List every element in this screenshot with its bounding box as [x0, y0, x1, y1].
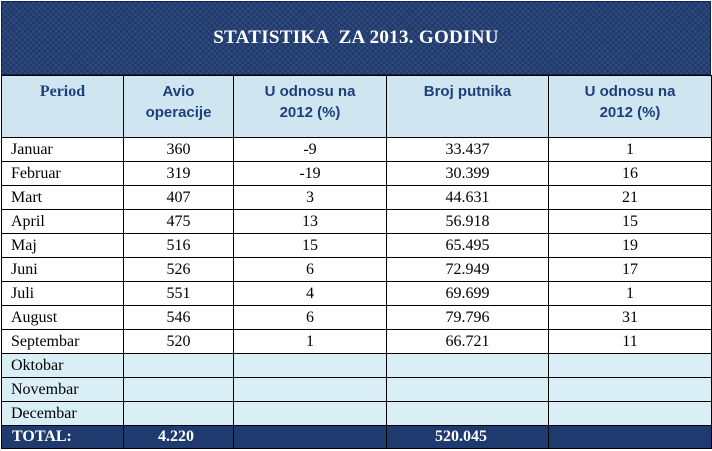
- title-bar: [1, 1, 711, 75]
- header-row: [2, 76, 712, 138]
- table-title: STATISTIKA ZA 2013. GODINU: [213, 27, 499, 48]
- operations-change-cell: 6: [234, 306, 387, 330]
- passengers-change-cell: 16: [549, 162, 712, 186]
- operations-change-cell: 3: [234, 186, 387, 210]
- operations-change-cell: 1: [234, 330, 387, 354]
- header-period-label: Period: [39, 83, 86, 100]
- month-cell: Juli: [2, 282, 124, 306]
- operations-cell: [124, 402, 234, 426]
- header-operations-line1: Avio: [162, 83, 195, 100]
- total-empty-cell: [549, 426, 712, 449]
- table-row: [2, 354, 712, 378]
- header-passengers: [387, 76, 549, 138]
- month-cell: Maj: [2, 234, 124, 258]
- passengers-change-cell: [549, 402, 712, 426]
- header-passengers-change: [549, 76, 712, 138]
- total-row: [2, 426, 712, 449]
- passengers-cell: [387, 354, 549, 378]
- operations-change-cell: -19: [234, 162, 387, 186]
- month-cell: Oktobar: [2, 354, 124, 378]
- passengers-cell: 79.796: [387, 306, 549, 330]
- passengers-change-cell: 17: [549, 258, 712, 282]
- passengers-change-cell: 1: [549, 282, 712, 306]
- header-operations: [124, 76, 234, 138]
- table-row: [2, 402, 712, 426]
- passengers-cell: 44.631: [387, 186, 549, 210]
- table-row: [2, 378, 712, 402]
- operations-change-cell: 15: [234, 234, 387, 258]
- table-row: [2, 210, 712, 234]
- month-cell: Mart: [2, 186, 124, 210]
- total-empty-cell: [234, 426, 387, 449]
- table-row: [2, 234, 712, 258]
- operations-cell: 319: [124, 162, 234, 186]
- operations-change-cell: [234, 402, 387, 426]
- operations-cell: 546: [124, 306, 234, 330]
- passengers-cell: 30.399: [387, 162, 549, 186]
- passengers-cell: 66.721: [387, 330, 549, 354]
- passengers-cell: [387, 402, 549, 426]
- operations-change-cell: 13: [234, 210, 387, 234]
- operations-change-cell: [234, 378, 387, 402]
- operations-change-cell: -9: [234, 138, 387, 162]
- operations-cell: [124, 378, 234, 402]
- operations-change-cell: [234, 354, 387, 378]
- header-passengers-label: Broj putnika: [423, 83, 512, 100]
- total-passengers: 520.045: [387, 426, 549, 449]
- month-cell: Januar: [2, 138, 124, 162]
- passengers-change-cell: 31: [549, 306, 712, 330]
- operations-change-cell: 6: [234, 258, 387, 282]
- total-operations: 4.220: [124, 426, 234, 449]
- passengers-cell: 65.495: [387, 234, 549, 258]
- header-passengers-change-label: U odnosu na 2012 (%): [584, 83, 676, 121]
- month-cell: Novembar: [2, 378, 124, 402]
- passengers-change-cell: 11: [549, 330, 712, 354]
- header-operations-line2: operacije: [145, 104, 212, 121]
- total-label: TOTAL:: [2, 426, 124, 449]
- passengers-cell: [387, 378, 549, 402]
- month-cell: Decembar: [2, 402, 124, 426]
- header-period: [2, 76, 124, 138]
- month-cell: Juni: [2, 258, 124, 282]
- month-cell: Februar: [2, 162, 124, 186]
- passengers-cell: 72.949: [387, 258, 549, 282]
- passengers-change-cell: [549, 354, 712, 378]
- table-row: [2, 282, 712, 306]
- month-cell: Septembar: [2, 330, 124, 354]
- passengers-change-cell: 19: [549, 234, 712, 258]
- table-row: [2, 306, 712, 330]
- passengers-cell: 56.918: [387, 210, 549, 234]
- passengers-change-cell: [549, 378, 712, 402]
- operations-cell: 520: [124, 330, 234, 354]
- operations-cell: [124, 354, 234, 378]
- table-row: [2, 138, 712, 162]
- table-row: [2, 186, 712, 210]
- operations-cell: 407: [124, 186, 234, 210]
- operations-cell: 551: [124, 282, 234, 306]
- table-row: [2, 258, 712, 282]
- passengers-change-cell: 1: [549, 138, 712, 162]
- passengers-cell: 69.699: [387, 282, 549, 306]
- month-cell: April: [2, 210, 124, 234]
- header-operations-change-label: U odnosu na 2012 (%): [264, 83, 356, 121]
- month-cell: August: [2, 306, 124, 330]
- header-operations-change: [234, 76, 387, 138]
- table-row: [2, 330, 712, 354]
- operations-cell: 516: [124, 234, 234, 258]
- operations-change-cell: 4: [234, 282, 387, 306]
- passengers-change-cell: 21: [549, 186, 712, 210]
- operations-cell: 526: [124, 258, 234, 282]
- table-row: [2, 162, 712, 186]
- operations-cell: 360: [124, 138, 234, 162]
- statistics-table: [1, 75, 712, 449]
- operations-cell: 475: [124, 210, 234, 234]
- passengers-cell: 33.437: [387, 138, 549, 162]
- passengers-change-cell: 15: [549, 210, 712, 234]
